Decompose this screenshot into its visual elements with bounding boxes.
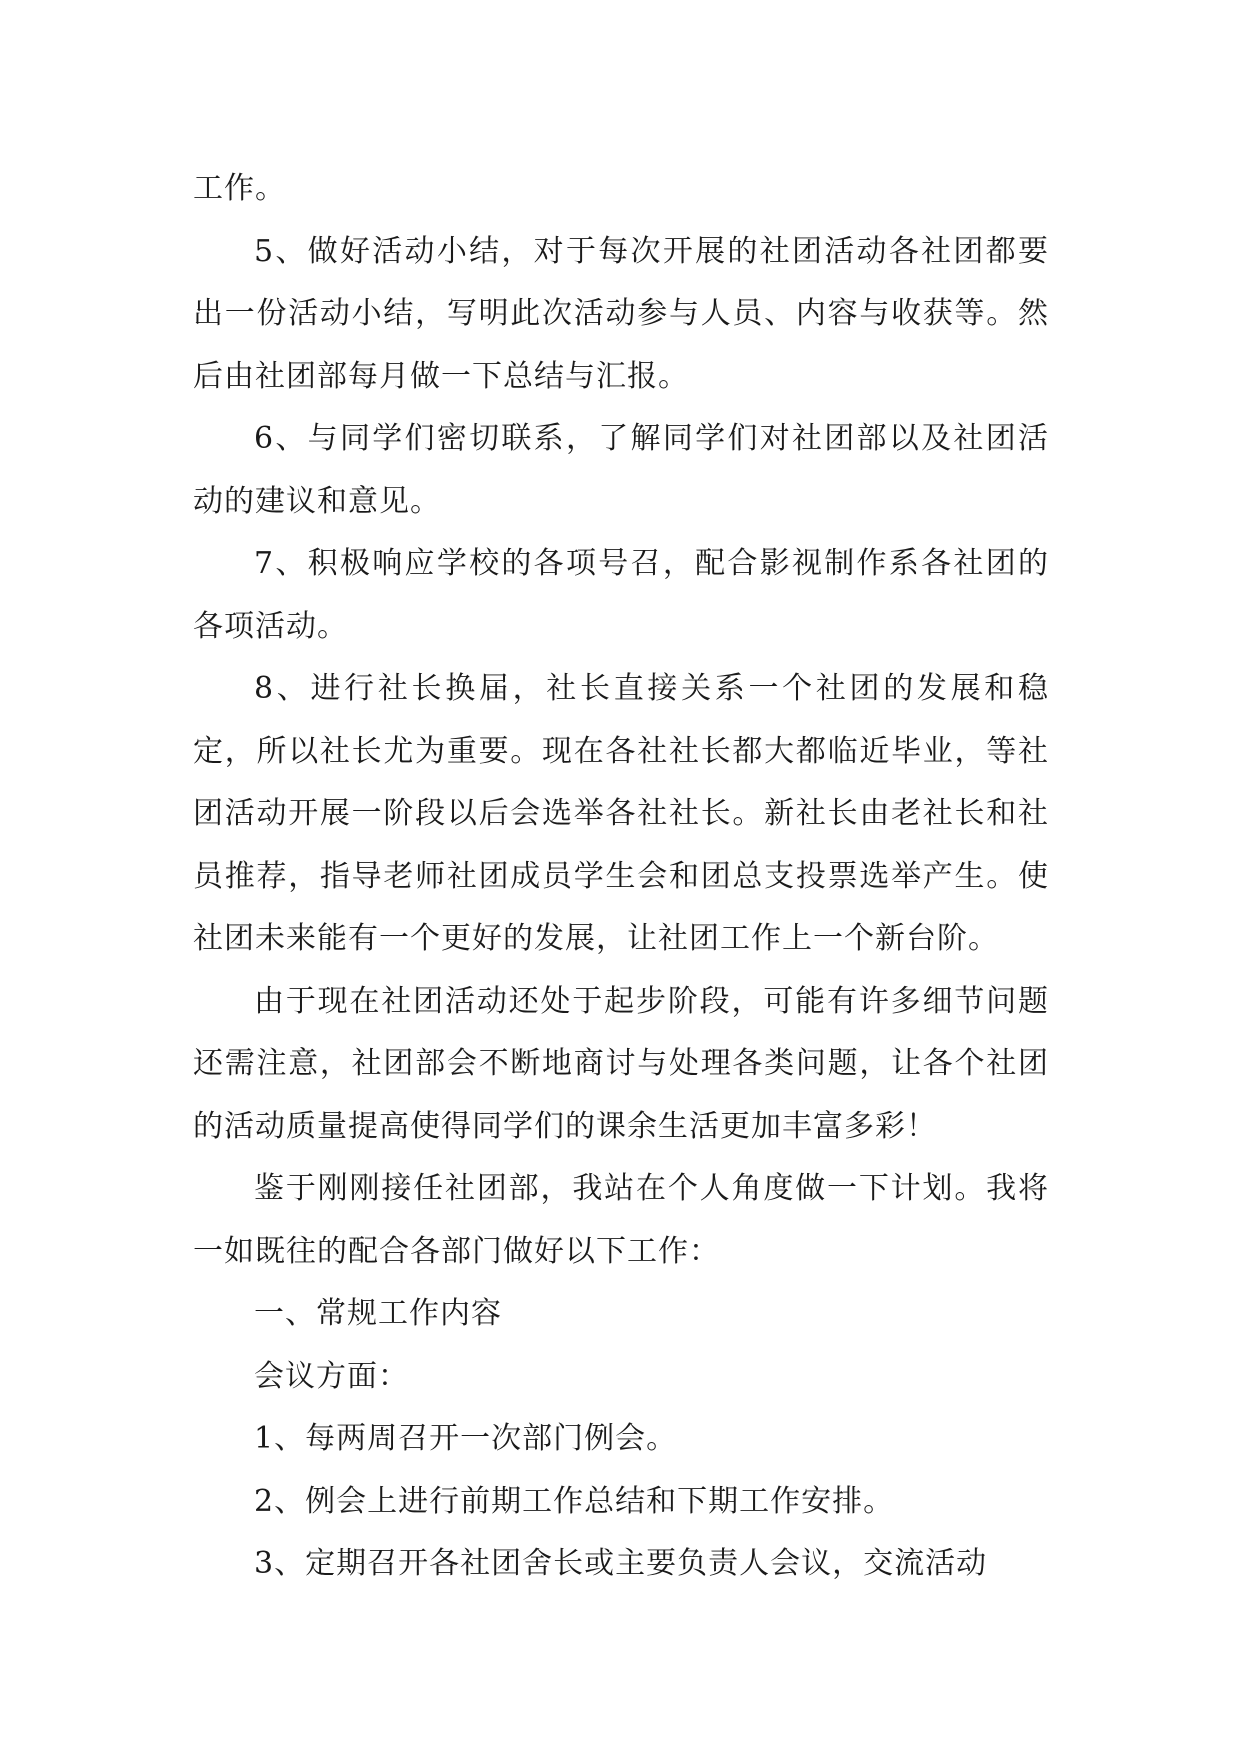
subheading-meetings: 会议方面： xyxy=(254,1358,409,1394)
section-heading-routine-work: 一、常规工作内容 xyxy=(254,1296,502,1331)
paragraph-item-8: 8、进行社长换届，社长直接关系一个社团的发展和稳定，所以社长尤为重要。现在各社社长都大都临近毕业，等社团活动开展一阶段以后会选举各社社长。新社长由老社长和社员推荐，指导老师社团成员学生会和团总支投票选举产生。使社团未来能有一个更好的发展，让社团工作上一个新台阶。 xyxy=(193,671,1049,956)
meeting-item-2: 2、例会上进行前期工作总结和下期工作安排。 xyxy=(254,1483,895,1519)
document-body xyxy=(193,158,1049,1596)
paragraph-continuation: 工作。 xyxy=(193,171,286,206)
paragraph-item-5: 5、做好活动小结，对于每次开展的社团活动各社团都要出一份活动小结，写明此次活动参与人员、内容与收获等。然后由社团部每月做一下总结与汇报。 xyxy=(193,233,1049,394)
paragraph-item-7: 7、积极响应学校的各项号召，配合影视制作系各社团的各项活动。 xyxy=(193,546,1049,644)
paragraph-summary: 由于现在社团活动还处于起步阶段，可能有许多细节问题还需注意，社团部会不断地商讨与处理各类问题，让各个社团的活动质量提高使得同学们的课余生活更加丰富多彩！ xyxy=(193,983,1049,1144)
paragraph-plan-intro: 鉴于刚刚接任社团部，我站在个人角度做一下计划。我将一如既往的配合各部门做好以下工作： xyxy=(193,1171,1049,1269)
paragraph-item-6: 6、与同学们密切联系，了解同学们对社团部以及社团活动的建议和意见。 xyxy=(193,421,1049,519)
meeting-item-3: 3、定期召开各社团舍长或主要负责人会议，交流活动 xyxy=(254,1546,988,1581)
meeting-item-1: 1、每两周召开一次部门例会。 xyxy=(254,1421,678,1456)
